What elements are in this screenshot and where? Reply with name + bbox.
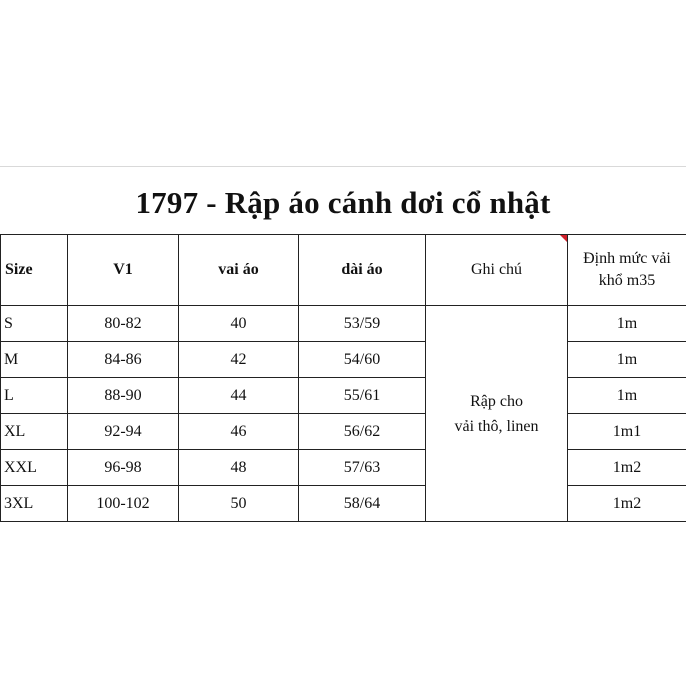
cell-dinh-muc: 1m xyxy=(568,342,686,378)
header-ghi-chu xyxy=(426,235,568,306)
cell-vai-ao: 50 xyxy=(179,486,299,522)
cell-dinh-muc: 1m2 xyxy=(568,450,686,486)
cell-dai-ao: 56/62 xyxy=(299,414,426,450)
cell-size: L xyxy=(1,378,68,414)
cell-size: S xyxy=(1,306,68,342)
table-row xyxy=(1,378,686,414)
cell-dai-ao: 55/61 xyxy=(299,378,426,414)
cell-dinh-muc: 1m2 xyxy=(568,486,686,522)
page-title: 1797 - Rập áo cánh dơi cổ nhật xyxy=(0,166,686,234)
header-vai-ao: vai áo xyxy=(179,235,299,306)
cell-v1: 80-82 xyxy=(68,306,179,342)
cell-dinh-muc: 1m xyxy=(568,306,686,342)
comment-marker-icon xyxy=(560,235,567,242)
cell-dinh-muc: 1m1 xyxy=(568,414,686,450)
header-dai-ao: dài áo xyxy=(299,235,426,306)
table-row xyxy=(1,450,686,486)
cell-dai-ao: 57/63 xyxy=(299,450,426,486)
header-dinh-muc-line2: khổ m35 xyxy=(598,272,656,289)
cell-vai-ao: 48 xyxy=(179,450,299,486)
size-chart-sheet xyxy=(0,166,686,522)
table-row xyxy=(1,414,686,450)
cell-size: XXL xyxy=(1,450,68,486)
cell-ghi-chu xyxy=(426,306,568,522)
cell-v1: 84-86 xyxy=(68,342,179,378)
cell-size: M xyxy=(1,342,68,378)
table-row xyxy=(1,342,686,378)
cell-vai-ao: 44 xyxy=(179,378,299,414)
cell-dinh-muc: 1m xyxy=(568,378,686,414)
cell-size: XL xyxy=(1,414,68,450)
header-dinh-muc xyxy=(568,235,686,306)
cell-dai-ao: 58/64 xyxy=(299,486,426,522)
header-dinh-muc-line1: Định mức vải xyxy=(583,250,671,267)
cell-v1: 96-98 xyxy=(68,450,179,486)
cell-size: 3XL xyxy=(1,486,68,522)
table-row xyxy=(1,306,686,342)
note-line1: Rập cho xyxy=(470,392,523,410)
note-line2: vải thô, linen xyxy=(454,417,539,435)
cell-dai-ao: 54/60 xyxy=(299,342,426,378)
cell-dai-ao: 53/59 xyxy=(299,306,426,342)
header-row xyxy=(1,235,686,306)
cell-vai-ao: 42 xyxy=(179,342,299,378)
header-size: Size xyxy=(1,235,68,306)
cell-v1: 100-102 xyxy=(68,486,179,522)
size-table xyxy=(0,234,686,522)
cell-v1: 88-90 xyxy=(68,378,179,414)
cell-vai-ao: 46 xyxy=(179,414,299,450)
cell-vai-ao: 40 xyxy=(179,306,299,342)
header-v1: V1 xyxy=(68,235,179,306)
header-ghi-chu-label: Ghi chú xyxy=(470,261,523,278)
table-row xyxy=(1,486,686,522)
cell-v1: 92-94 xyxy=(68,414,179,450)
